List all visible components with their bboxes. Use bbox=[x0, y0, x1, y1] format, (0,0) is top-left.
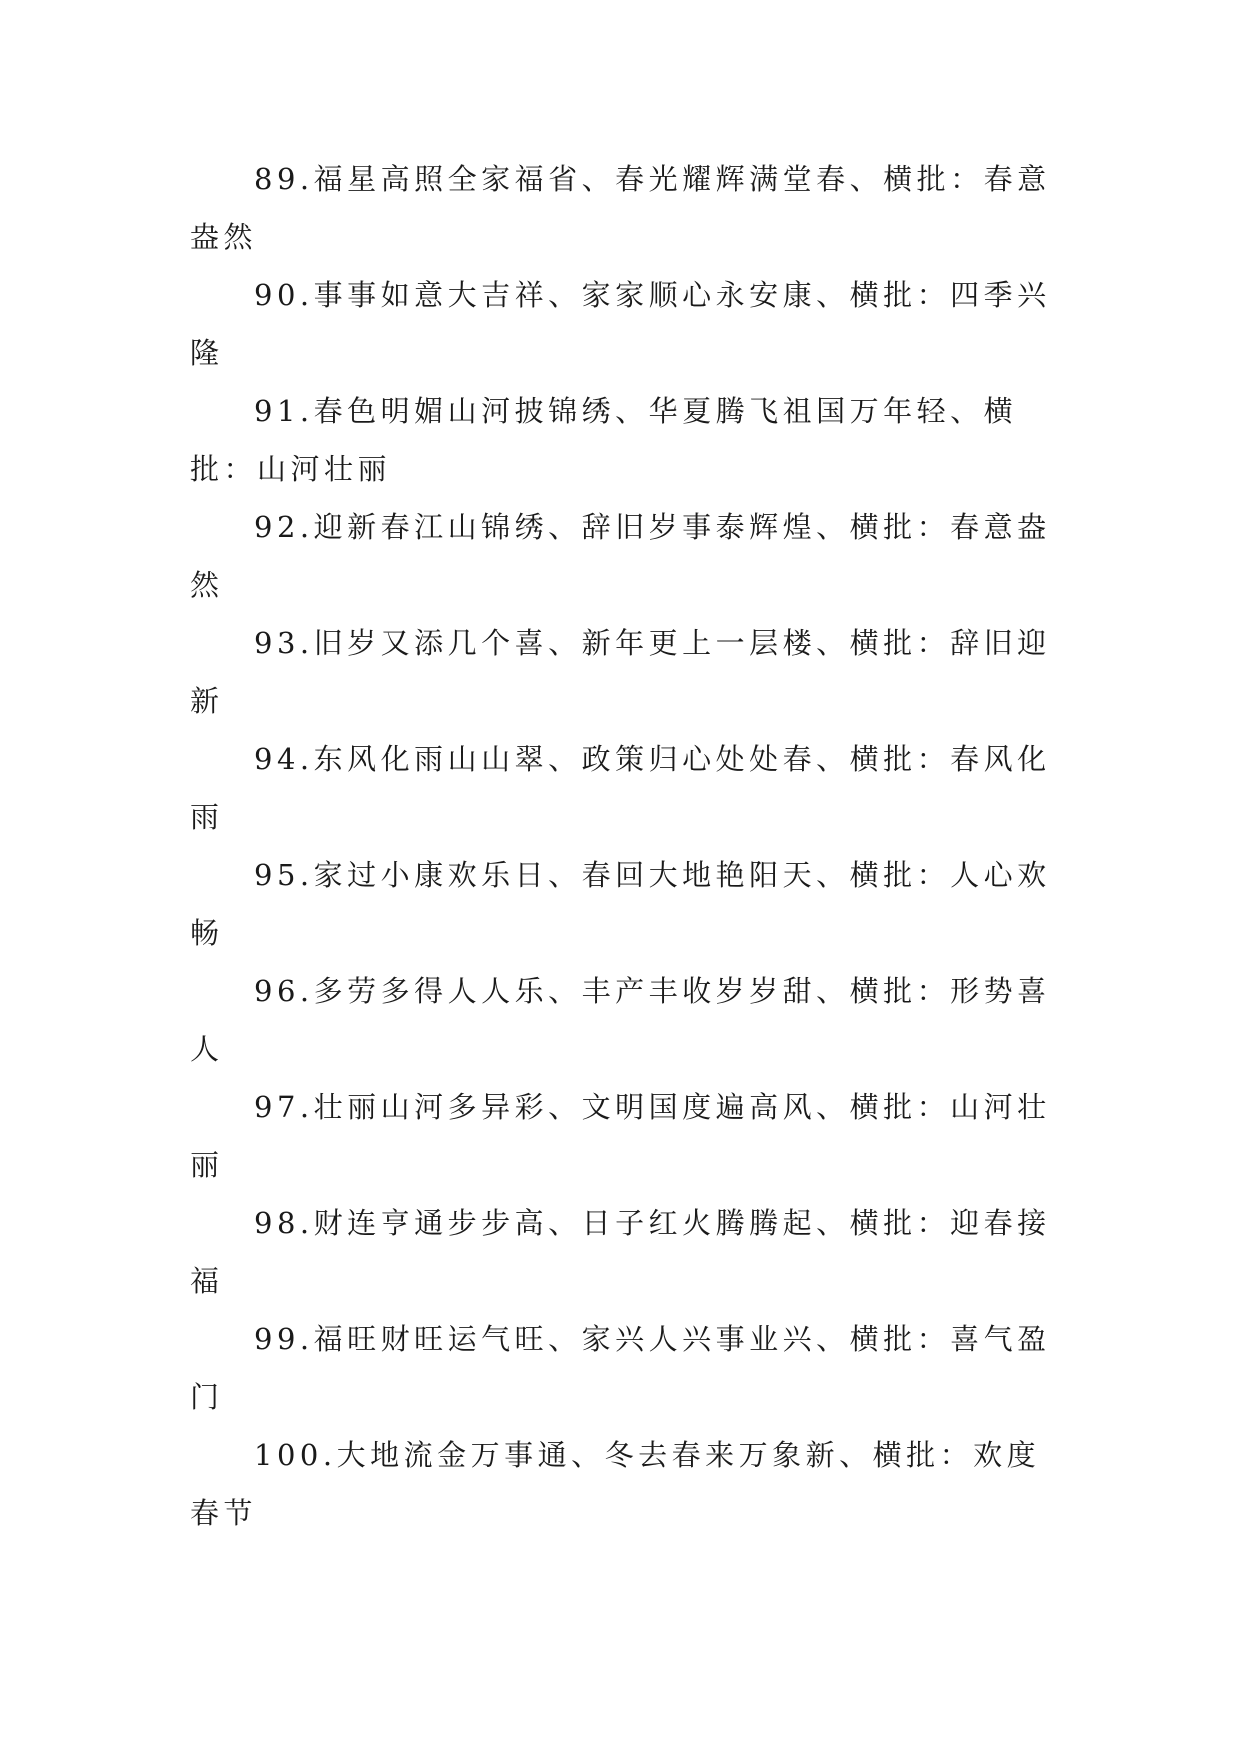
couplet-list bbox=[190, 150, 1060, 1542]
couplet-item-99: 99.福旺财旺运气旺、家兴人兴事业兴、横批：喜气盈门 bbox=[190, 1322, 1051, 1414]
couplet-item-95: 95.家过小康欢乐日、春回大地艳阳天、横批：人心欢畅 bbox=[190, 858, 1051, 950]
couplet-item-93: 93.旧岁又添几个喜、新年更上一层楼、横批：辞旧迎新 bbox=[190, 626, 1051, 718]
couplet-item-90: 90.事事如意大吉祥、家家顺心永安康、横批：四季兴隆 bbox=[190, 278, 1051, 370]
couplet-item-92: 92.迎新春江山锦绣、辞旧岁事泰辉煌、横批：春意盎然 bbox=[190, 510, 1051, 602]
couplet-item-94: 94.东风化雨山山翠、政策归心处处春、横批：春风化雨 bbox=[190, 742, 1051, 834]
couplet-item-89: 89.福星高照全家福省、春光耀辉满堂春、横批：春意盎然 bbox=[190, 162, 1051, 254]
couplet-item-98: 98.财连亨通步步高、日子红火腾腾起、横批：迎春接福 bbox=[190, 1206, 1051, 1298]
couplet-item-96: 96.多劳多得人人乐、丰产丰收岁岁甜、横批：形势喜人 bbox=[190, 974, 1051, 1066]
couplet-item-91: 91.春色明媚山河披锦绣、华夏腾飞祖国万年轻、横批：山河壮丽 bbox=[190, 394, 1018, 486]
couplet-item-100: 100.大地流金万事通、冬去春来万象新、横批：欢度春节 bbox=[190, 1438, 1041, 1530]
couplet-item-97: 97.壮丽山河多异彩、文明国度遍高风、横批：山河壮丽 bbox=[190, 1090, 1051, 1182]
